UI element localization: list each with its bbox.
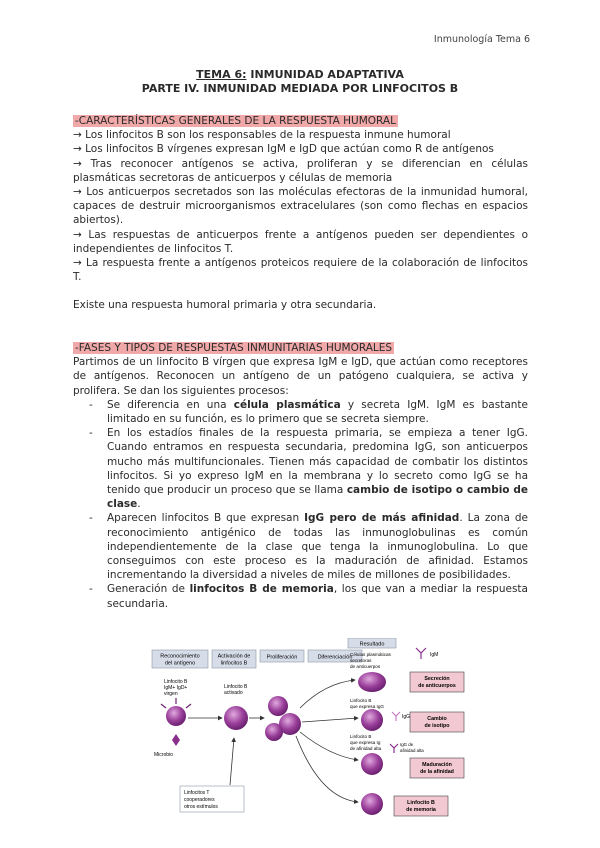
arrow-to-plasma xyxy=(300,680,355,708)
hiaff-ig-label-a: IgG de xyxy=(400,742,414,747)
course-header: Inmunología Tema 6 xyxy=(433,34,530,45)
s2-list xyxy=(73,398,528,611)
res4-a: Linfocito B xyxy=(407,800,435,806)
result-box-memory xyxy=(394,796,448,816)
s1-item-2: → Los linfocitos B vírgenes expresan IgM e IgD que actúan como R de antígenos xyxy=(73,143,494,156)
naive-label-c: virgen xyxy=(164,691,178,697)
res1-b: de anticuerpos xyxy=(418,683,456,689)
prolif-cell-1 xyxy=(268,696,288,716)
section-2-heading: -FASES Y TIPOS DE RESPUESTAS INMUNITARIAS HUMORALES xyxy=(75,342,393,354)
col2-label-a: Activación de xyxy=(217,653,251,660)
title-tema: TEMA 6: xyxy=(196,68,247,81)
iggcell-label-a: Linfocito B xyxy=(350,698,372,703)
hiaff-b-cell xyxy=(361,753,383,775)
th-label-c: otros estímulos xyxy=(184,804,218,810)
res3-b: de la afinidad xyxy=(420,769,454,775)
igg-label: IgG xyxy=(402,714,411,720)
s2-bullet-4: - Generación de linfocitos B de memoria, los que van a mediar la respuesta secundaria. xyxy=(107,582,528,610)
col1-label-a: Reconocimiento xyxy=(160,653,200,660)
s1-item-6: → La respuesta frente a antígenos proteicos requiere de la colaboración de linfocitos T. xyxy=(73,257,528,284)
b-cell-response-figure xyxy=(150,638,470,828)
res1-a: Secreción xyxy=(424,676,450,682)
s2-bullet-2: - En los estadíos finales de la respuesta primaria, se empieza a tener IgG. Cuando entramos en respuesta secundaria, predomina IgG, son anticuerpos mucho más multifuncionales. Tienen más capacidad de combatir los distintos linfocitos. Si yo expreso IgM en la membrana y lo secreto como IgG se ha tenido que producir un proceso que se llama cambio de isotipo o cambio de clase. xyxy=(107,426,528,511)
activated-label-b: activado xyxy=(224,690,243,696)
res2-b: de isotipo xyxy=(424,723,450,729)
activated-label-a: Linfocito B xyxy=(224,684,248,690)
res2-a: Cambio xyxy=(427,716,447,722)
s2-bullet-3: - Aparecen linfocitos B que expresan IgG pero de más afinidad. La zona de reconocimiento antigénico de todas las inmunoglobulinas es común independientemente de la clase que tenga la inmunoglobulina. Lo que conseguimos con este proceso es la maduración de afinidad. Estamos incrementando la diversidad a niveles de miles de millones de posibilidades. xyxy=(107,511,528,582)
result-label: Resultado xyxy=(359,641,385,648)
s1-item-1: → Los linfocitos B son los responsables de la respuesta inmune humoral xyxy=(73,129,451,142)
memory-b-cell xyxy=(361,793,383,815)
arrow-to-memory xyxy=(296,736,358,802)
iggcell-label-b: que expresa IgG xyxy=(350,704,384,709)
s2-bullet-2-bold: cambio de isotipo o cambio de clase xyxy=(107,484,528,511)
hiaff-label-b: que expresa Ig xyxy=(350,740,381,745)
hiaff-label-a: Linfocito B xyxy=(350,734,372,739)
result-box-affinity xyxy=(410,758,464,778)
s2-bullet-1: - Se diferencia en una célula plasmática y secreta IgM. IgM es bastante limitado en su función, es lo primero que se secreta siempre. xyxy=(107,398,528,426)
plasma-label-c: de anticuerpos xyxy=(350,664,381,669)
igg-icon xyxy=(392,712,400,721)
col2-label-b: linfocitos B xyxy=(220,660,248,667)
col3-label: Proliferación xyxy=(266,654,298,661)
result-box-isotype xyxy=(410,712,464,732)
title-tema-rest: INMUNIDAD ADAPTATIVA xyxy=(246,68,404,81)
igm-icon xyxy=(416,648,426,659)
plasma-label-a: Células plasmáticas xyxy=(350,652,391,657)
naive-label-a: Linfocito B xyxy=(164,679,188,685)
hiaff-ig-icon xyxy=(390,744,398,753)
prolif-cell-3 xyxy=(265,723,283,741)
result-box-secretion xyxy=(410,672,464,692)
th-label-b: cooperadores xyxy=(184,797,215,803)
col1-label-b: del antígeno xyxy=(164,660,196,667)
s1-item-3: → Tras reconocer antígenos se activa, proliferan y se diferencian en células plasmáticas secretoras de anticuerpos y células de memoria xyxy=(73,157,528,184)
s1-item-5: → Las respuestas de anticuerpos frente a antígenos pueden ser dependientes o independientes de linfocitos T. xyxy=(73,228,528,255)
section-1 xyxy=(73,114,528,313)
res3-a: Maduración xyxy=(422,762,452,768)
title-parte: PARTE IV. INMUNIDAD MEDIADA POR LINFOCITOS B xyxy=(141,82,459,95)
arrow-th xyxy=(230,738,234,785)
section-1-heading: -CARACTERÍSTICAS GENERALES DE LA RESPUESTA HUMORAL xyxy=(75,115,396,127)
microbe-label: Microbio xyxy=(154,752,173,758)
igg-b-cell xyxy=(361,709,383,731)
hiaff-label-c: de afinidad alta xyxy=(350,746,382,751)
section-2 xyxy=(73,341,528,611)
microbe-icon xyxy=(172,734,180,746)
s2-intro: Partimos de un linfocito B vírgen que expresa IgM e IgD, que actúan como receptores de antígenos. Reconocen un antígeno de un patógeno cualquiera, se activa y prolifera. Se dan los siguientes procesos: xyxy=(73,356,528,397)
igm-label: IgM xyxy=(430,652,439,658)
res4-b: de memoria xyxy=(406,807,436,813)
plasma-label-b: secretoras xyxy=(350,658,372,663)
naive-b-cell xyxy=(166,706,186,726)
s1-closing: Existe una respuesta humoral primaria y otra secundaria. xyxy=(73,299,377,312)
s1-item-4: → Los anticuerpos secretados son las moléculas efectoras de la inmunidad humoral, capaces de destruir microorganismos extracelulares (son como flechas en espacios abiertos). xyxy=(73,186,528,227)
naive-label-b: IgM+ IgD+ xyxy=(164,685,188,691)
col4-label: Diferenciación xyxy=(317,654,353,661)
document-title xyxy=(0,68,600,96)
s2-bullet-1-bold: célula plasmática xyxy=(233,398,341,411)
hiaff-ig-label-b: afinidad alta xyxy=(400,748,424,753)
s2-bullet-4-bold: linfocitos B de memoria xyxy=(189,583,334,596)
plasma-cell xyxy=(358,672,386,692)
th-label-a: Linfocitos T xyxy=(184,790,210,796)
s2-bullet-3-bold: IgG pero de más afinidad xyxy=(304,512,460,525)
arrow-to-igg xyxy=(302,718,358,722)
activated-b-cell xyxy=(224,706,248,730)
